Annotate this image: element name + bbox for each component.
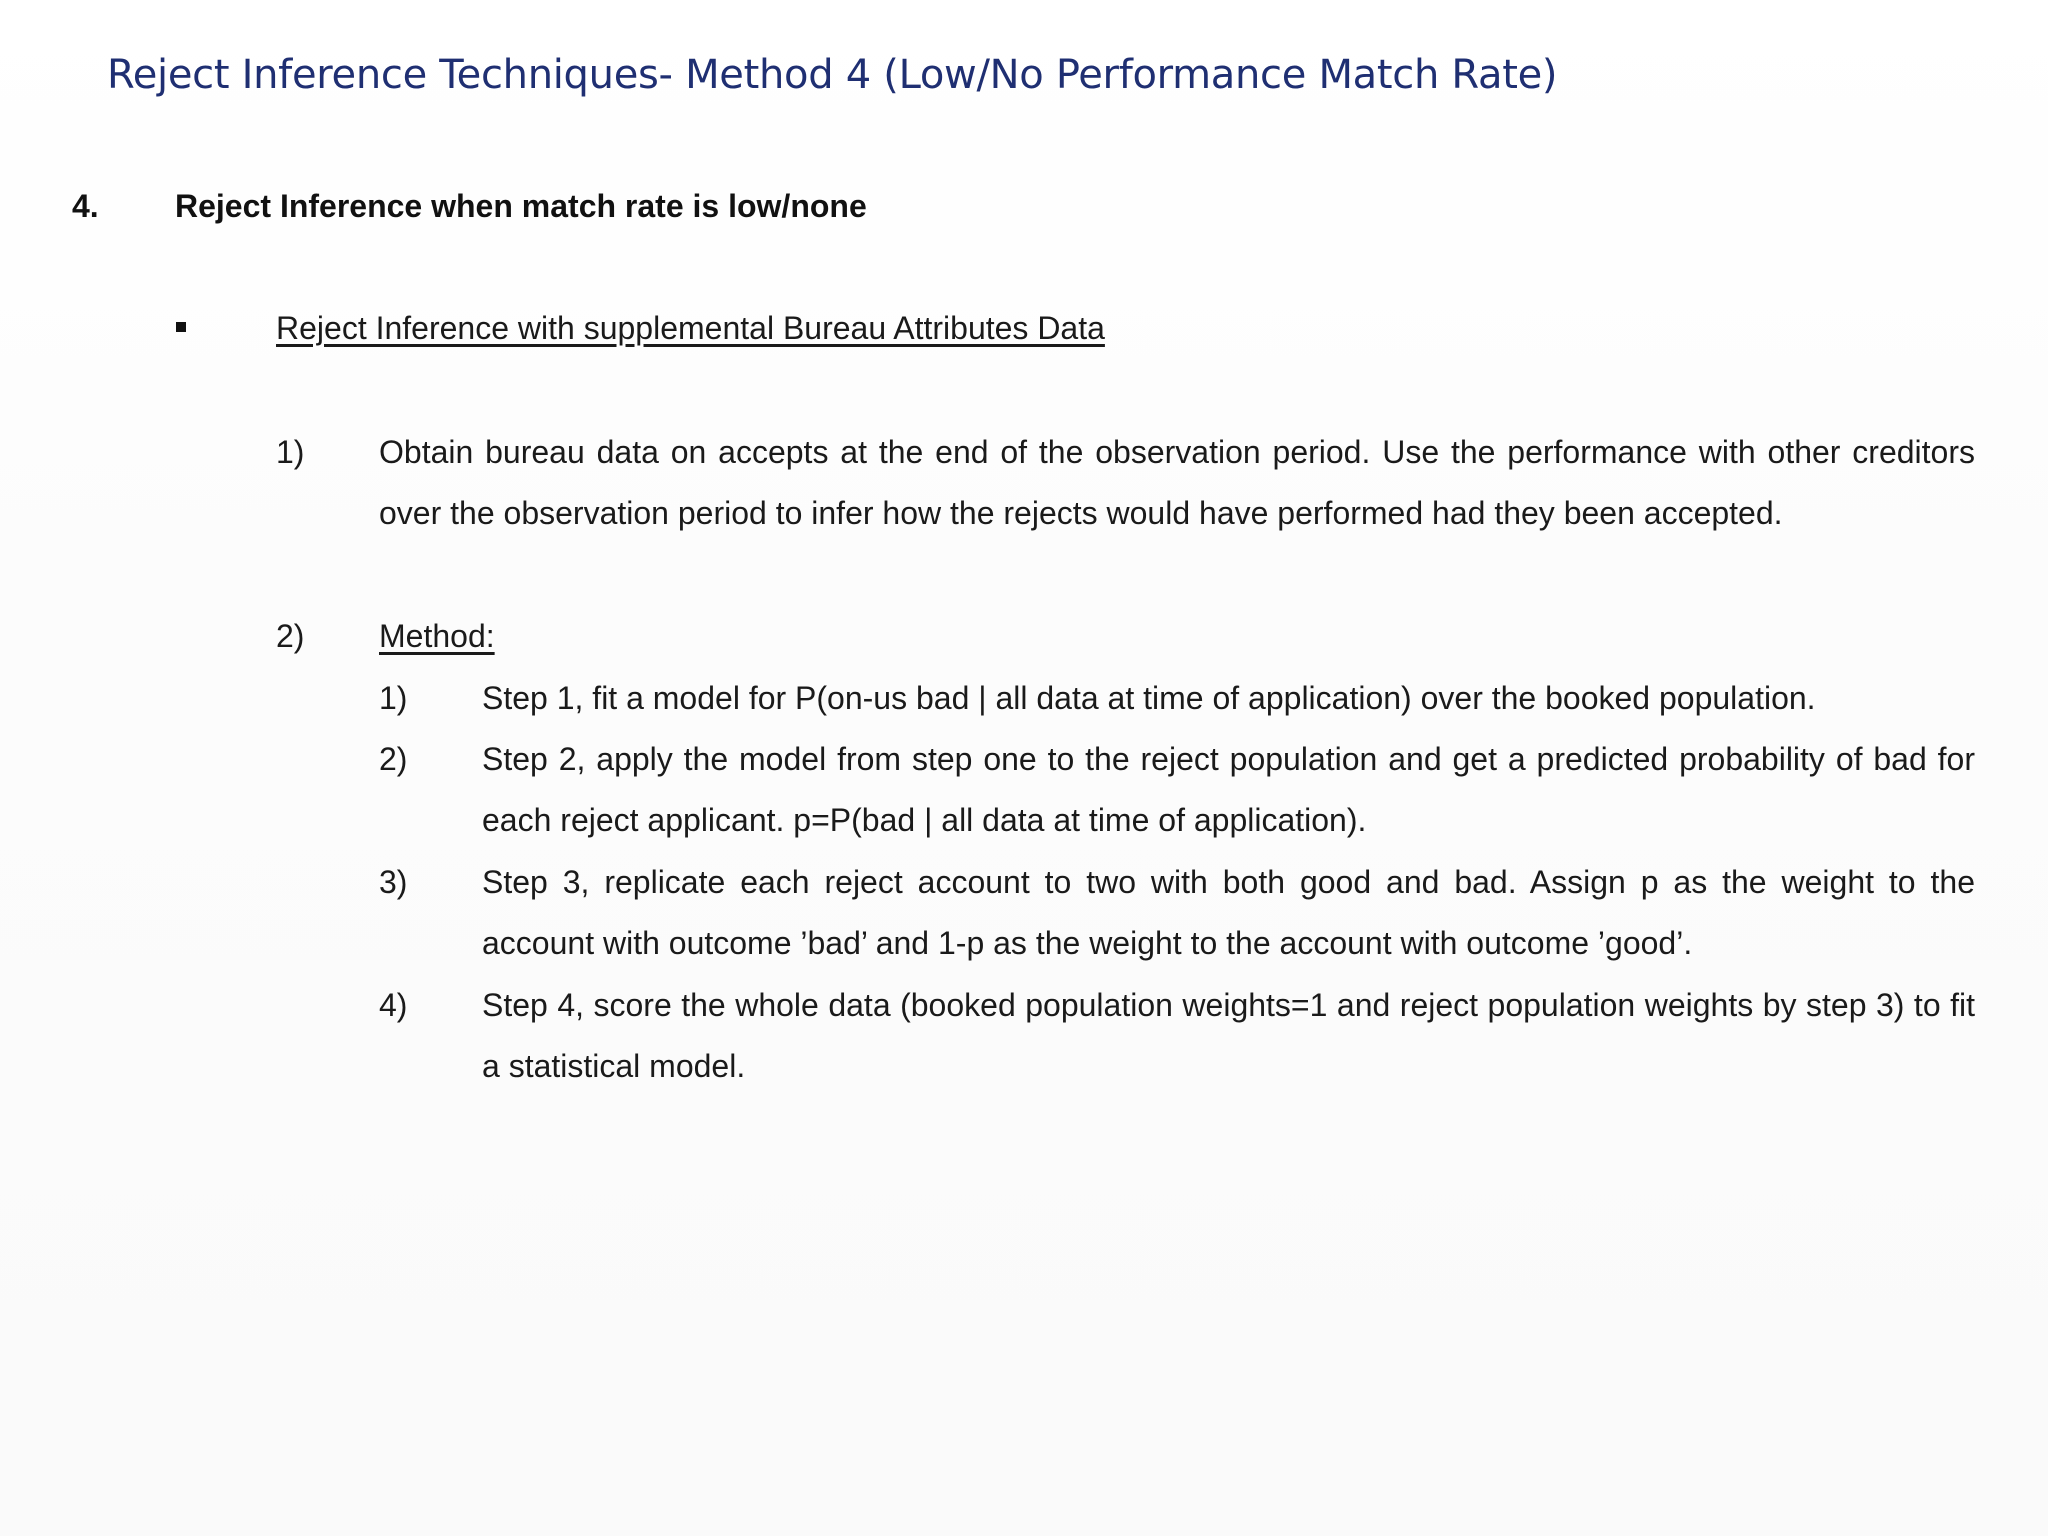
list-item-label: 1) [276, 434, 305, 470]
step-item-text: Step 2, apply the model from step one to the reject population and get a predicted probability of bad for each reject applicant. p=P(bad | all data at time of application). [482, 741, 1975, 838]
step-item-label: 3) [379, 864, 408, 900]
bullet-item-text: Reject Inference with supplemental Bureau Attributes Data [276, 310, 1105, 346]
list-item-text: Obtain bureau data on accepts at the end of the observation period. Use the performance with other creditors over the observation period to infer how the rejects would have performed had they been accepted. [379, 434, 1975, 531]
step-item-text: Step 1, fit a model for P(on-us bad | all data at time of application) over the booked population. [482, 680, 1816, 716]
section-heading-text: Reject Inference when match rate is low/none [175, 188, 867, 224]
step-item-label: 4) [379, 987, 408, 1023]
step-item-text: Step 3, replicate each reject account to two with both good and bad. Assign p as the weight to the account with outcome ’bad’ and 1-p as the weight to the account with outcome ’good’. [482, 864, 1975, 961]
square-bullet-icon [176, 322, 186, 332]
slide-title: Reject Inference Techniques- Method 4 (Low/No Performance Match Rate) [107, 52, 1558, 98]
list-item-text: Method: [379, 618, 495, 654]
step-item-label: 1) [379, 680, 408, 716]
section-number: 4. [72, 188, 99, 224]
list-item-label: 2) [276, 618, 305, 654]
step-item-text: Step 4, score the whole data (booked population weights=1 and reject population weights by step 3) to fit a statistical model. [482, 987, 1975, 1084]
step-item-label: 2) [379, 741, 408, 777]
